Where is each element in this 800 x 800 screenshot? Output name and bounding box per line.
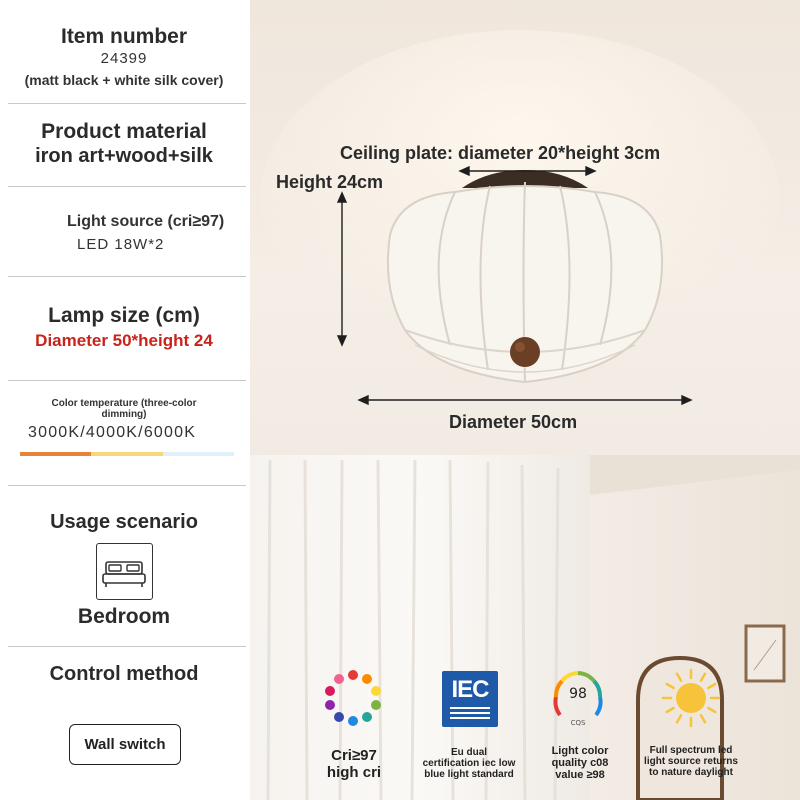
lamp-size-value: Diameter 50*height 24 — [35, 331, 213, 350]
height-annotation: Height 24cm — [276, 172, 384, 192]
item-number-title: Item number — [60, 25, 188, 48]
divider — [8, 276, 246, 277]
light-source-title: Light source (cri≥97) — [67, 213, 225, 230]
badge-cqs — [534, 745, 626, 781]
gauge-label: CQS — [570, 719, 586, 727]
material-section — [0, 120, 248, 168]
badge-cri-line1: Cri≥97 — [331, 747, 377, 764]
iec-logo-text: IEC — [451, 676, 489, 703]
badge-cqs-line3: value ≥98 — [555, 769, 605, 781]
lamp-size-section — [0, 304, 248, 352]
material-value: iron art+wood+silk — [35, 145, 213, 167]
badge-daylight — [630, 745, 752, 778]
divider — [8, 186, 246, 187]
usage-value-wrap — [0, 605, 248, 629]
diameter-arrow — [359, 396, 691, 404]
badge-cqs-line1: Light color — [551, 745, 609, 757]
badge-iec-line1: Eu dual — [450, 747, 488, 758]
item-number-value: 24399 — [100, 50, 148, 67]
usage-section — [0, 510, 248, 534]
control-section — [0, 662, 248, 686]
wood-bead — [510, 337, 540, 367]
diameter-annotation: Diameter 50cm — [449, 412, 578, 432]
material-title: Product material — [41, 120, 207, 143]
divider — [8, 380, 246, 381]
lamp-size-title: Lamp size (cm) — [48, 304, 200, 327]
gauge-value: 98 — [569, 686, 587, 702]
badge-iec-line3: blue light standard — [424, 769, 514, 780]
temp-bar-warm — [20, 452, 91, 456]
badge-daylight-line1: Full spectrum led — [649, 745, 733, 756]
divider — [8, 646, 246, 647]
color-temp-value: 3000K/4000K/6000K — [28, 424, 197, 441]
badge-daylight-line2: light source returns — [644, 756, 738, 767]
item-number-note: (matt black + white silk cover) — [24, 72, 224, 88]
color-ring-icon — [322, 667, 384, 729]
usage-value: Bedroom — [77, 605, 171, 628]
badge-iec — [408, 747, 530, 780]
temp-bar-cool — [163, 452, 234, 456]
iec-logo-icon — [442, 671, 498, 727]
bed-icon — [97, 544, 151, 598]
badge-cri — [308, 747, 400, 781]
badge-cri-line2: high cri — [326, 764, 382, 781]
wall-switch-button[interactable]: Wall switch — [69, 724, 181, 765]
light-source-value: LED 18W*2 — [77, 236, 165, 253]
item-number-section — [0, 25, 248, 89]
spec-panel — [0, 0, 250, 800]
badge-daylight-line3: to nature daylight — [649, 767, 733, 778]
color-temp-bar — [20, 452, 234, 456]
color-temp-section — [0, 398, 248, 420]
badge-cqs-line2: quality c08 — [551, 757, 609, 769]
badge-iec-line2: certification iec low — [422, 758, 516, 769]
color-temp-title: Color temperature (three-color dimming) — [51, 398, 197, 420]
color-temp-value-wrap — [0, 423, 248, 443]
cqs-gauge-icon — [550, 667, 606, 729]
bed-icon-box — [96, 543, 153, 600]
sun-icon — [660, 667, 722, 729]
ceiling-plate-annotation: Ceiling plate: diameter 20*height 3cm — [340, 143, 661, 163]
control-title: Control method — [49, 663, 199, 685]
temp-bar-neutral — [91, 452, 162, 456]
light-source-section — [0, 211, 248, 255]
product-photo — [250, 0, 800, 800]
divider — [8, 485, 246, 486]
wall-frame — [746, 626, 784, 681]
divider — [8, 103, 246, 104]
usage-title: Usage scenario — [50, 511, 198, 533]
